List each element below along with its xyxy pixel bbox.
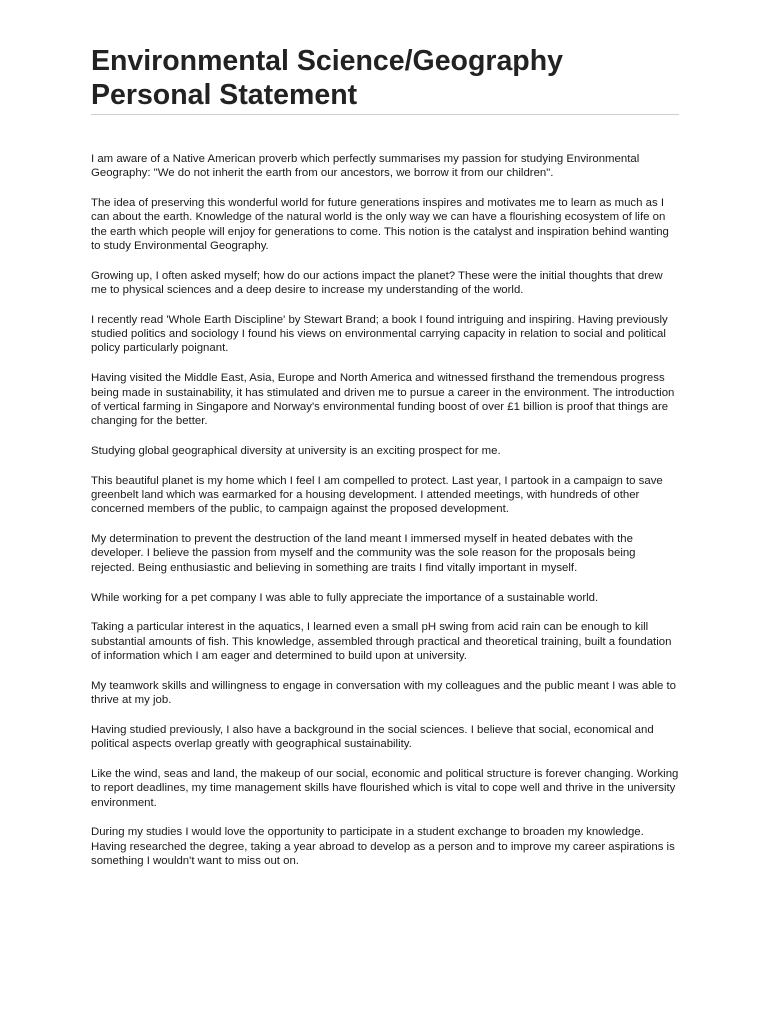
paragraph: This beautiful planet is my home which I feel I am compelled to protect. Last year, I partook in a campaign to save greenbelt land which was earmarked for a housing development. I attended meetings, with hundreds of other concerned members of the public, to campaign against the proposed development. — [91, 474, 663, 516]
document-title — [91, 44, 679, 115]
paragraph: My teamwork skills and willingness to engage in conversation with my colleagues and the public meant I was able to thrive at my job. — [91, 679, 677, 707]
paragraph: Like the wind, seas and land, the makeup of our social, economic and political structure is forever changing. Working to report deadlines, my time management skills have flourished which is vital to cope well and thrive in the university environment. — [91, 767, 679, 809]
paragraph: During my studies I would love the opportunity to participate in a student exchange to broaden my knowledge. Having researched the degree, taking a year abroad to develop as a person and to improve my career aspirations is something I wouldn't want to miss out on. — [91, 826, 675, 867]
paragraph: Having visited the Middle East, Asia, Europe and North America and witnessed firsthand the tremendous progress being made in sustainability, it has stimulated and driven me to pursue a career in the environment. The introduction of vertical farming in Singapore and Norway's environmental funding boost of over £1 billion is proof that things are changing for the better. — [91, 372, 675, 428]
paragraph: While working for a pet company I was able to fully appreciate the importance of a sustainable world. — [91, 591, 599, 604]
paragraph: Growing up, I often asked myself; how do our actions impact the planet? These were the initial thoughts that drew me to physical sciences and a deep desire to increase my understanding of the world. — [91, 269, 663, 297]
document-title-line: Personal Statement — [91, 79, 358, 111]
document-title-line: Environmental Science/Geography — [91, 45, 563, 77]
paragraph: My determination to prevent the destruction of the land meant I immersed myself in heated debates with the developer. I believe the passion from myself and the community was the sole reason for the proposals being rejected. Being enthusiastic and believing in something are traits I find vitally important in myself. — [91, 533, 636, 574]
paragraph: I recently read 'Whole Earth Discipline' by Stewart Brand; a book I found intriguing and inspiring. Having previously studied politics and sociology I found his views on environmental carrying capacity in relation to social and political policy particularly poignant. — [91, 313, 668, 355]
paragraph: I am aware of a Native American proverb which perfectly summarises my passion for studying Environmental Geography: "We do not inherit the earth from our ancestors, we borrow it from our children". — [91, 153, 640, 180]
paragraph: The idea of preserving this wonderful world for future generations inspires and motivates me to learn as much as I can about the earth. Knowledge of the natural world is the only way we can have a flourishing ecosystem of life on the earth which people will enjoy for generations to come. This notion is the catalyst and inspiration behind wanting to study Environmental Geography. — [91, 197, 669, 252]
paragraph: Studying global geographical diversity at university is an exciting prospect for me. — [91, 444, 501, 457]
document-page — [91, 44, 679, 884]
document-body — [91, 152, 679, 868]
paragraph: Having studied previously, I also have a background in the social sciences. I believe that social, economical and political aspects overlap greatly with geographical sustainability. — [91, 723, 654, 751]
paragraph: Taking a particular interest in the aquatics, I learned even a small pH swing from acid rain can be enough to kill substantial amounts of fish. This knowledge, assembled through practical and theoretical training, built a foundation of information which I am eager and determined to build upon at university. — [91, 621, 672, 662]
